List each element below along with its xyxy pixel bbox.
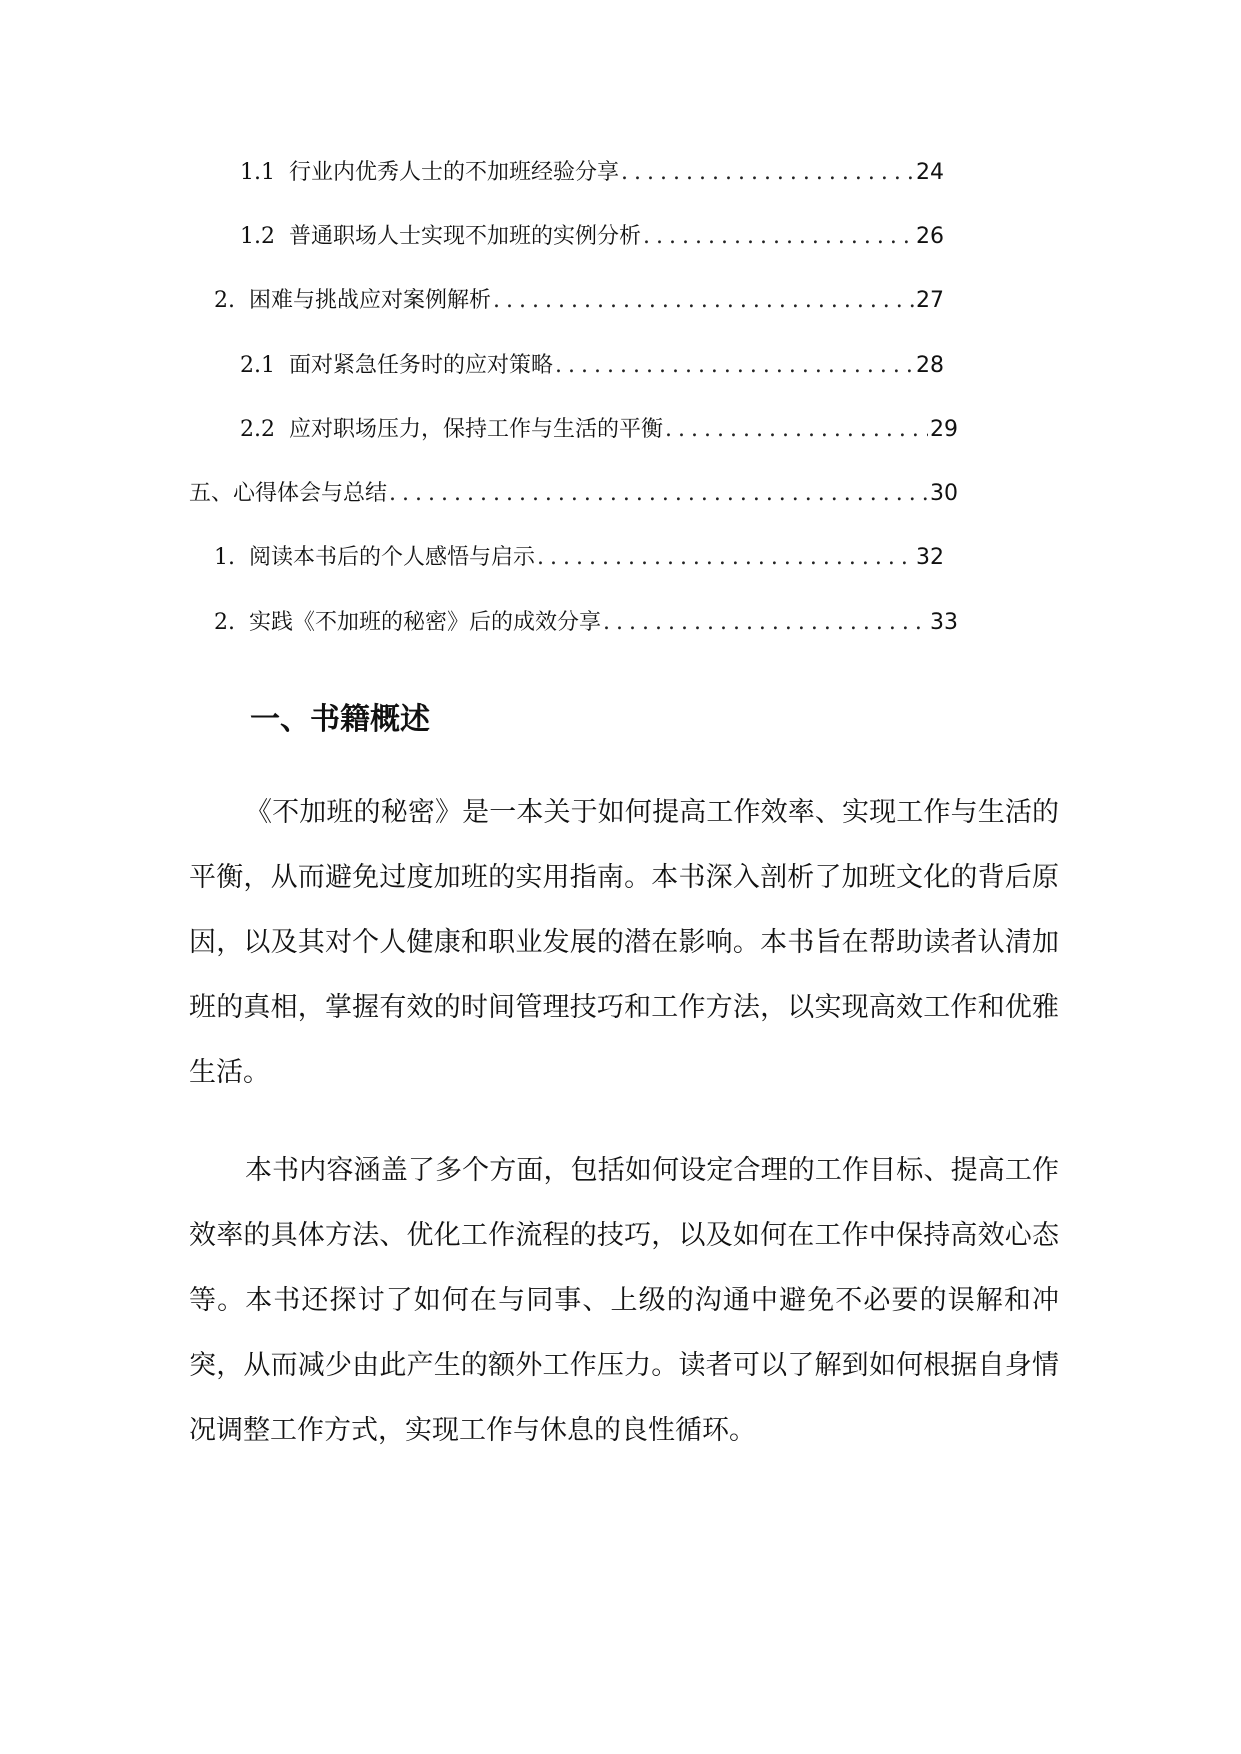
toc-entry-page: 27	[916, 288, 944, 313]
toc-dot-leader	[665, 415, 928, 445]
toc-entry-number: 2.1	[240, 353, 275, 378]
toc-entry	[189, 469, 958, 509]
toc-dot-leader	[555, 351, 914, 381]
toc-entry-page: 30	[930, 481, 958, 506]
toc-entry	[240, 405, 958, 445]
toc-entry	[214, 276, 944, 316]
toc-entry-page: 32	[916, 545, 944, 570]
toc-entry-title: 普通职场人士实现不加班的实例分析	[289, 224, 642, 249]
toc-dot-leader	[643, 222, 914, 252]
toc-entry-number: 2.2	[240, 417, 275, 442]
toc-dot-leader	[389, 479, 928, 509]
toc-entry-number: 1.	[214, 545, 235, 570]
toc-entry-title: 应对职场压力，保持工作与生活的平衡	[289, 417, 664, 442]
toc-entry-page: 33	[930, 610, 958, 635]
toc-entry	[240, 212, 944, 252]
toc-dot-leader	[621, 158, 914, 188]
toc-entry-number: 1.1	[240, 160, 275, 185]
toc-entry-title: 面对紧急任务时的应对策略	[289, 353, 554, 378]
toc-entry	[240, 341, 944, 381]
section-heading: 一、书籍概述	[250, 702, 430, 737]
toc-dot-leader	[537, 543, 914, 573]
toc-entry-title: 实践《不加班的秘密》后的成效分享	[249, 610, 602, 635]
toc-entry	[214, 533, 944, 573]
toc-entry	[214, 598, 958, 638]
toc-entry-page: 28	[916, 353, 944, 378]
toc-dot-leader	[493, 286, 914, 316]
toc-entry-page: 24	[916, 160, 944, 185]
toc-entry-title: 五、心得体会与总结	[189, 481, 388, 506]
toc-entry-page: 29	[930, 417, 958, 442]
toc-entry-page: 26	[916, 224, 944, 249]
toc-entry-number: 2.	[214, 610, 235, 635]
toc-dot-leader	[603, 608, 928, 638]
body-paragraph: 本书内容涵盖了多个方面，包括如何设定合理的工作目标、提高工作效率的具体方法、优化工作流程的技巧，以及如何在工作中保持高效心态等。本书还探讨了如何在与同事、上级的沟通中避免不必要的误解和冲突，从而减少由此产生的额外工作压力。读者可以了解到如何根据自身情况调整工作方式，实现工作与休息的良性循环。	[189, 1155, 1059, 1446]
toc-entry-number: 2.	[214, 288, 235, 313]
toc-entry-title: 行业内优秀人士的不加班经验分享	[289, 160, 620, 185]
toc-entry	[240, 148, 944, 188]
body-paragraph: 《不加班的秘密》是一本关于如何提高工作效率、实现工作与生活的平衡，从而避免过度加班的实用指南。本书深入剖析了加班文化的背后原因，以及其对个人健康和职业发展的潜在影响。本书旨在帮助读者认清加班的真相，掌握有效的时间管理技巧和工作方法，以实现高效工作和优雅生活。	[189, 797, 1059, 1088]
toc-entry-title: 阅读本书后的个人感悟与启示	[249, 545, 536, 570]
toc-entry-title: 困难与挑战应对案例解析	[249, 288, 492, 313]
toc-entry-number: 1.2	[240, 224, 275, 249]
